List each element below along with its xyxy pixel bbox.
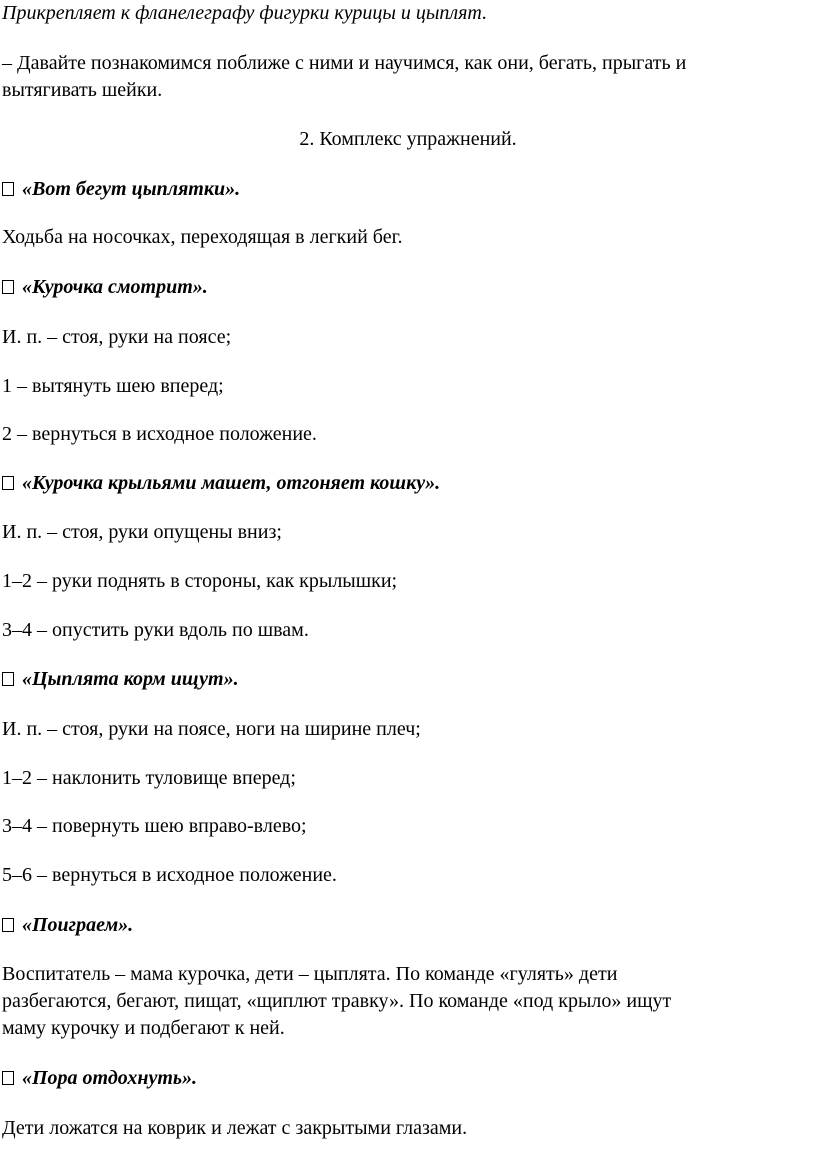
missing-glyph-box-icon — [2, 182, 14, 196]
exercise-title — [2, 912, 133, 938]
exercise-line: 2 – вернуться в исходное положение. — [2, 423, 317, 445]
exercise-line: Дети ложатся на коврик и лежат с закрытыми глазами. — [2, 1117, 468, 1139]
exercise-line: 1 – вытянуть шею вперед; — [2, 375, 224, 397]
missing-glyph-box-icon — [2, 476, 14, 490]
missing-glyph-box-icon — [2, 918, 14, 932]
missing-glyph-box-icon — [2, 1071, 14, 1085]
exercise-title-text: «Курочка смотрит». — [22, 276, 208, 298]
exercise-title — [2, 470, 440, 496]
exercise-title — [2, 666, 239, 692]
exercise-line: 1–2 – руки поднять в стороны, как крылышки; — [2, 570, 398, 592]
exercise-line: 5–6 – вернуться в исходное положение. — [2, 864, 337, 886]
exercise-line: 3–4 – опустить руки вдоль по швам. — [2, 619, 309, 641]
exercise-line: Воспитатель – мама курочка, дети – цыплята. По команде «гулять» дети — [2, 963, 618, 985]
exercise-line: 3–4 – повернуть шею вправо-влево; — [2, 815, 307, 837]
exercise-line: маму курочку и подбегают к ней. — [2, 1017, 285, 1039]
exercise-title-text: «Пора отдохнуть». — [22, 1067, 198, 1089]
exercise-line: И. п. – стоя, руки опущены вниз; — [2, 521, 282, 543]
exercise-line: Ходьба на носочках, переходящая в легкий бег. — [2, 226, 403, 248]
intro-italic-line: Прикрепляет к фланелеграфу фигурки курицы и цыплят. — [2, 2, 488, 24]
intro-line-1: – Давайте познакомимся поближе с ними и научимся, как они, бегать, прыгать и — [2, 52, 687, 74]
missing-glyph-box-icon — [2, 672, 14, 686]
missing-glyph-box-icon — [2, 280, 14, 294]
exercise-title-text: «Цыплята корм ищут». — [22, 668, 239, 690]
exercise-title-text: «Поиграем». — [22, 914, 134, 936]
section-title: 2. Комплекс упражнений. — [299, 128, 517, 150]
exercise-line: И. п. – стоя, руки на поясе, ноги на ширине плеч; — [2, 718, 421, 740]
exercise-line: 1–2 – наклонить туловище вперед; — [2, 767, 296, 789]
exercise-line: разбегаются, бегают, пищат, «щиплют травку». По команде «под крыло» ищут — [2, 990, 672, 1012]
exercise-title — [2, 274, 208, 300]
exercise-title-text: «Курочка крыльями машет, отгоняет кошку». — [22, 472, 441, 494]
exercise-title — [2, 176, 240, 202]
intro-line-2: вытягивать шейки. — [2, 79, 163, 101]
exercise-title-text: «Вот бегут цыплятки». — [22, 178, 241, 200]
exercise-title — [2, 1065, 197, 1091]
exercise-line: И. п. – стоя, руки на поясе; — [2, 326, 232, 348]
